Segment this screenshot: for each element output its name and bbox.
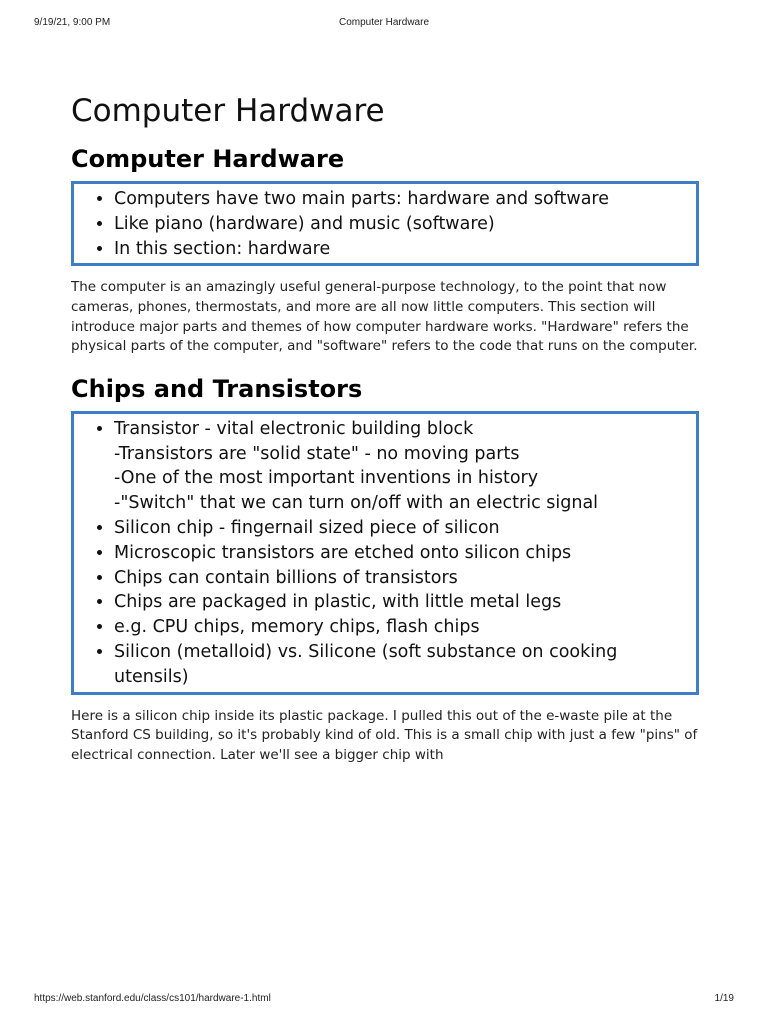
- print-datetime: 9/19/21, 9:00 PM: [34, 17, 111, 28]
- document-content: [71, 88, 699, 765]
- list-item: • Computers have two main parts: hardware and software: [114, 187, 688, 212]
- list-item: • Microscopic transistors are etched onto silicon chips: [114, 541, 688, 566]
- list-item: • Like piano (hardware) and music (software): [114, 212, 688, 237]
- list-item: • Silicon chip - fingernail sized piece of silicon: [114, 516, 688, 541]
- chip-paragraph: Here is a silicon chip inside its plastic package. I pulled this out of the e-waste pile at the Stanford CS building, so it's probably kind of old. This is a small chip with just a few "pins" of electrical connection. Later we'll see a bigger chip with: [71, 707, 698, 763]
- bullet-box-computer-hardware: [71, 181, 699, 266]
- print-header: [34, 17, 734, 31]
- intro-paragraph: The computer is an amazingly useful general-purpose technology, to the point that now cameras, phones, thermostats, and more are all now little computers. This section will introduce major parts and themes of how computer hardware works. "Hardware" refers the physical parts of the computer, and "software" refers to the code that runs on the computer.: [71, 279, 698, 355]
- list-item-text: Transistor - vital electronic building block: [114, 418, 474, 439]
- section-heading-computer-hardware: Computer Hardware: [71, 145, 345, 173]
- list-item: • Chips are packaged in plastic, with little metal legs: [114, 590, 688, 615]
- list-item-subline: -Transistors are "solid state" - no moving parts: [114, 443, 520, 464]
- print-page-indicator: 1/19: [714, 993, 734, 1004]
- list-item: • Silicon (metalloid) vs. Silicone (soft substance on cooking utensils): [114, 640, 688, 690]
- list-item-subline: -"Switch" that we can turn on/off with an electric signal: [114, 493, 599, 514]
- section-heading-chips-and-transistors: Chips and Transistors: [71, 374, 363, 403]
- bullet-box-chips-and-transistors: [71, 411, 699, 695]
- page-title: Computer Hardware: [71, 93, 385, 129]
- bullet-list: [74, 417, 688, 690]
- list-item-subline: -One of the most important inventions in history: [114, 468, 539, 489]
- list-item: • Chips can contain billions of transistors: [114, 566, 688, 591]
- print-footer: [34, 993, 734, 1007]
- list-item: • In this section: hardware: [114, 237, 688, 262]
- list-item: • e.g. CPU chips, memory chips, flash chips: [114, 615, 688, 640]
- list-item: [114, 417, 688, 516]
- print-doc-title: Computer Hardware: [338, 17, 430, 28]
- print-url: https://web.stanford.edu/class/cs101/hardware-1.html: [34, 993, 271, 1004]
- bullet-list: [74, 187, 688, 261]
